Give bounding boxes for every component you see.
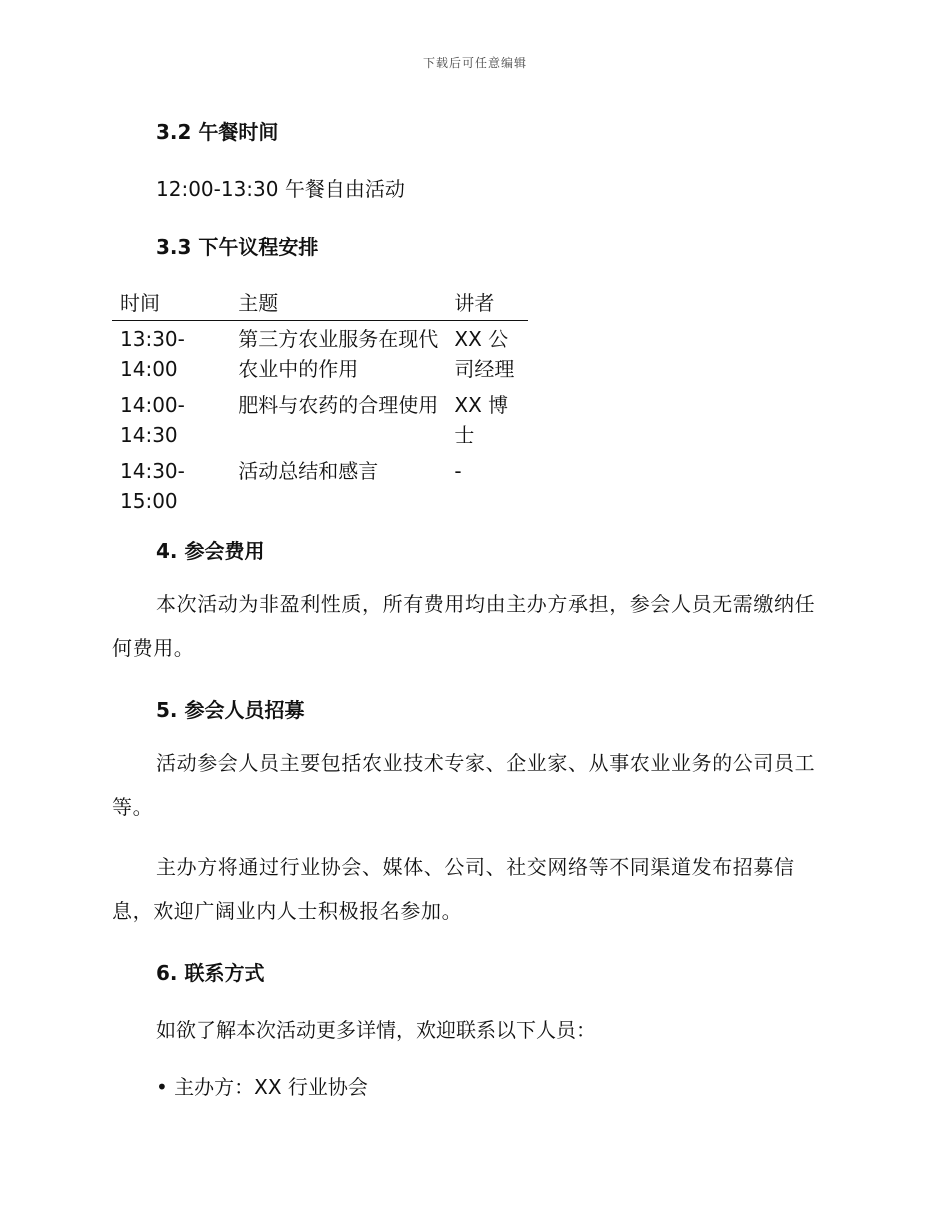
row-topic: 第三方农业服务在现代农业中的作用 [238, 327, 439, 381]
row-speaker: XX 博士 [454, 393, 509, 447]
table-row [112, 321, 528, 388]
row-topic: 活动总结和感言 [238, 459, 379, 483]
row-time: 13:30-14:00 [120, 327, 185, 381]
afternoon-agenda-table [112, 288, 528, 519]
contact-organizer: • 主办方：XX 行业协会 [156, 1075, 368, 1099]
lunch-detail: 12:00-13:30 午餐自由活动 [156, 177, 405, 201]
row-time: 14:30-15:00 [120, 459, 185, 513]
section-heading-recruitment: 5. 参会人员招募 [156, 698, 305, 722]
section-heading-afternoon-agenda: 3.3 下午议程安排 [156, 235, 319, 259]
recruitment-paragraph-1: 活动参会人员主要包括农业技术专家、企业家、从事农业业务的公司员工等。 [112, 751, 816, 819]
page-header: 下载后可任意编辑 [422, 56, 527, 70]
row-speaker: XX 公司经理 [454, 327, 515, 381]
column-header-topic: 主题 [230, 288, 446, 321]
table-header-row [112, 288, 528, 321]
row-topic: 肥料与农药的合理使用 [238, 393, 439, 417]
column-header-speaker: 讲者 [446, 288, 528, 321]
section-heading-fees: 4. 参会费用 [156, 539, 265, 563]
section-heading-lunch: 3.2 午餐时间 [156, 120, 279, 144]
section-heading-contact: 6. 联系方式 [156, 961, 265, 985]
fees-paragraph: 本次活动为非盈利性质，所有费用均由主办方承担，参会人员无需缴纳任何费用。 [112, 592, 816, 660]
row-speaker: - [454, 459, 462, 483]
table-row [112, 453, 528, 519]
contact-intro: 如欲了解本次活动更多详情，欢迎联系以下人员： [156, 1018, 596, 1042]
table-row [112, 387, 528, 453]
row-time: 14:00-14:30 [120, 393, 185, 447]
column-header-time: 时间 [112, 288, 230, 321]
recruitment-paragraph-2: 主办方将通过行业协会、媒体、公司、社交网络等不同渠道发布招募信息，欢迎广阔业内人士积极报名参加。 [112, 855, 795, 923]
